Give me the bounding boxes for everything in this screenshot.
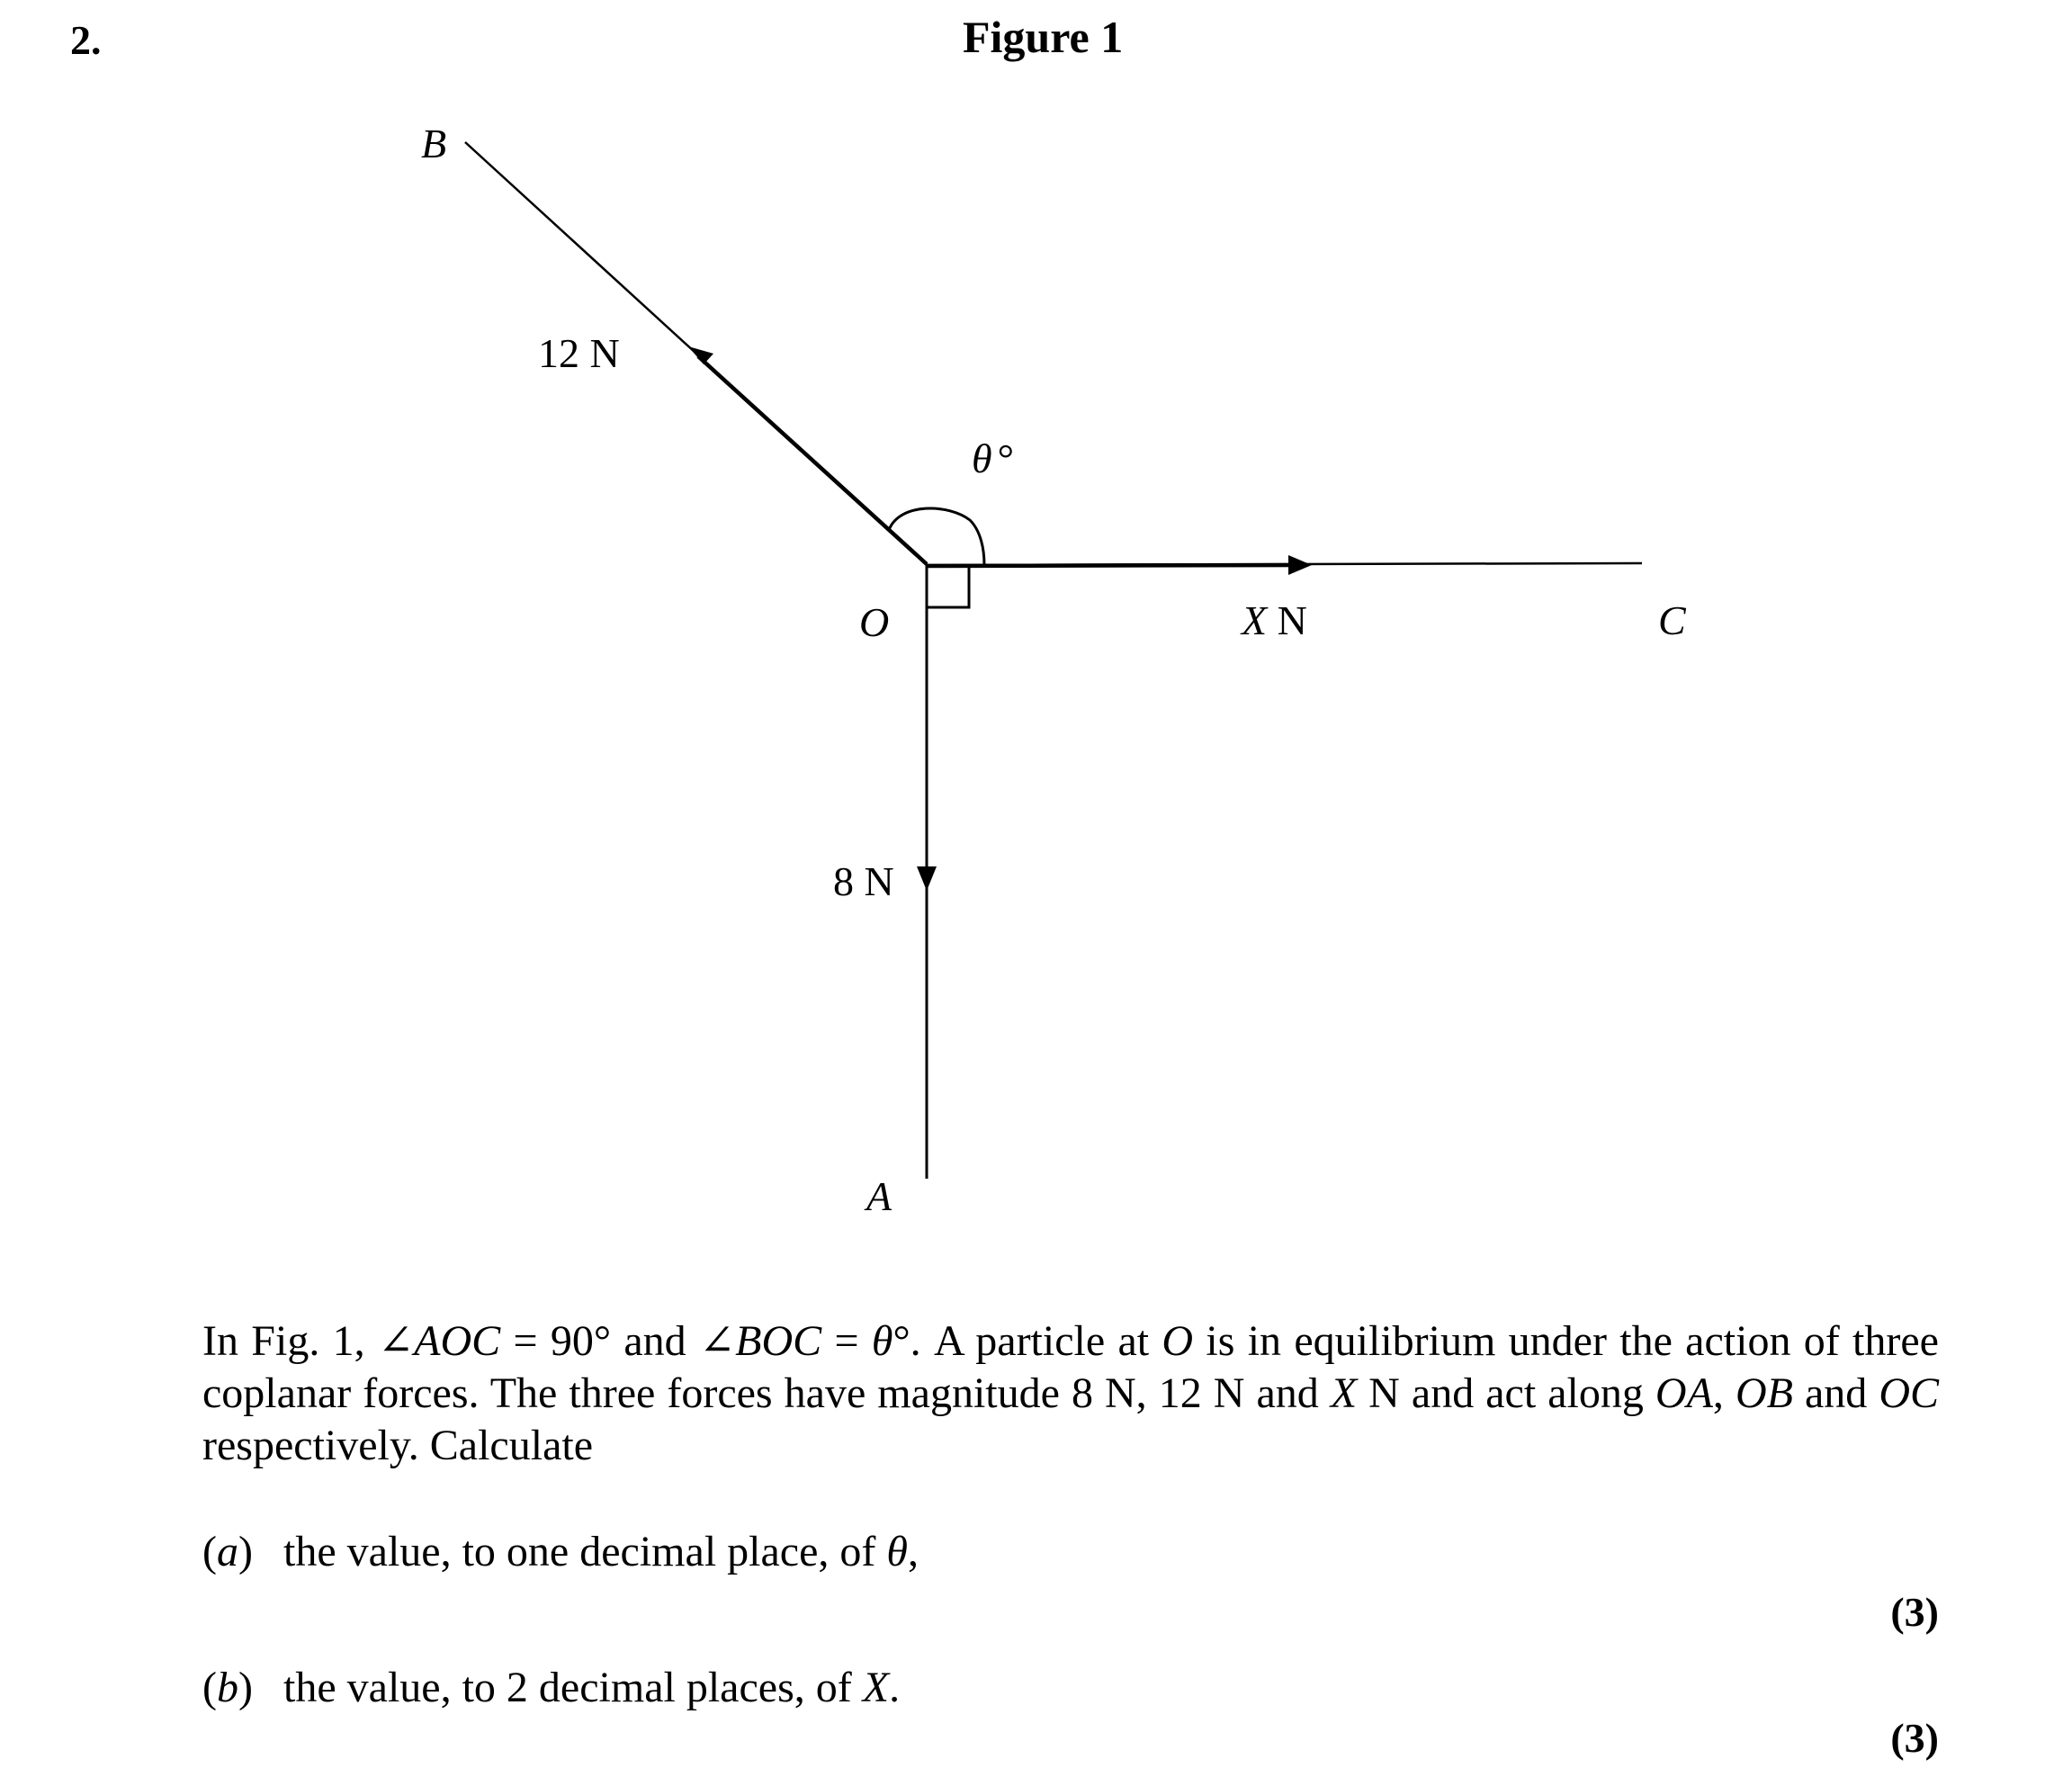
angle-arc-theta bbox=[889, 508, 984, 565]
question-number: 2. bbox=[70, 17, 102, 63]
part-a-marks: (3) bbox=[1890, 1589, 1939, 1635]
part-a: (a) the value, to one decimal place, of θ, bbox=[202, 1528, 919, 1575]
figure-title: Figure 1 bbox=[963, 12, 1124, 62]
label-theta: θ ° bbox=[972, 435, 1015, 481]
label-xn: X N bbox=[1242, 597, 1307, 643]
part-b-marks: (3) bbox=[1890, 1715, 1939, 1761]
force-line-12n bbox=[698, 356, 927, 564]
part-b: (b) the value, to 2 decimal places, of X. bbox=[202, 1664, 901, 1711]
label-12n: 12 N bbox=[538, 330, 620, 376]
label-a: A bbox=[866, 1173, 892, 1219]
label-o: O bbox=[859, 599, 890, 645]
question-intro: In Fig. 1, ∠AOC = 90° and ∠BOC = θ°. A particle at O is in equilibrium under the action of three coplanar forces. The three forces have magnitude 8 N, 12 N and X N and act along OA, OB and OC respectively. Calculate bbox=[202, 1317, 1939, 1469]
label-c: C bbox=[1658, 597, 1686, 643]
arrowhead-12n bbox=[688, 346, 713, 364]
force-line-xn bbox=[927, 565, 1300, 566]
arrowhead-xn bbox=[1288, 555, 1312, 575]
label-b: B bbox=[421, 121, 447, 166]
right-angle-marker bbox=[927, 565, 969, 607]
part-b-label: (b) bbox=[202, 1664, 253, 1711]
label-8n: 8 N bbox=[833, 858, 894, 904]
part-a-label: (a) bbox=[202, 1528, 253, 1575]
arrowhead-8n bbox=[917, 866, 937, 891]
